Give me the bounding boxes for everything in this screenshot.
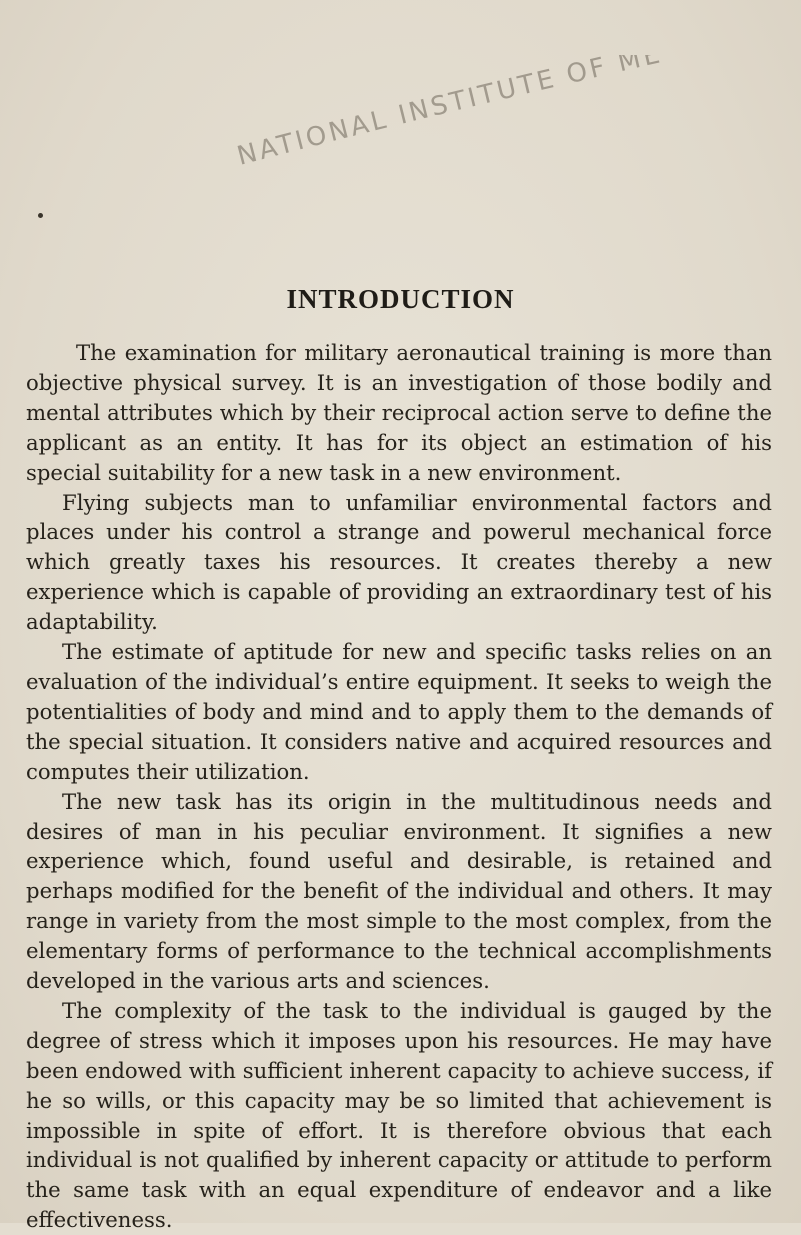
library-stamp-mark <box>230 55 680 175</box>
svg-text:NATIONAL INSTITUTE OF MEDICAL <box>230 55 666 172</box>
paragraph-1: The examination for military aeronautical training is more than objective physical survey. It is an investigation of those bodily and mental attributes which by their reciprocal action serve to define the applicant as an entity. It has for its object an estimation of his special suitability for a new task in a new environment. <box>26 340 772 485</box>
page-title: INTRODUCTION <box>286 284 515 314</box>
speck-mark <box>38 213 43 218</box>
stamp-text: NATIONAL INSTITUTE OF ME <box>234 55 666 172</box>
body-text <box>26 338 772 1235</box>
paragraph-4: The new task has its origin in the multitudinous needs and desires of man in his peculiar environment. It signifies a new experience which, found useful and desirable, is retained and perhaps modified for the benefit of the individual and others. It may range in variety from the most simple to the most complex, from the elementary forms of performance to the technical accomplishments developed in the various arts and sciences. <box>26 788 772 994</box>
paragraph-3: The estimate of aptitude for new and specific tasks relies on an evaluation of the individual’s entire equipment. It seeks to weigh the potentialities of body and mind and to apply them to the demands of the special situation. It considers native and acquired resources and computes their utilization. <box>26 639 772 784</box>
paragraph-2: Flying subjects man to unfamiliar environmental factors and places under his control a strange and powerul mechanical force which greatly taxes his resources. It creates thereby a new experience which is capable of providing an extraordinary test of his adaptability. <box>26 489 772 635</box>
paragraph-5: The complexity of the task to the individual is gauged by the degree of stress which it imposes upon his resources. He may have been endowed with sufficient inherent capacity to achieve success, if he so wills, or this capacity may be so limited that achievement is impossible in spite of effort. It is therefore obvious that each individual is not qualified by inherent capacity or attitude to perform the same task with an equal expenditure of endeavor and a like effectiveness. <box>26 997 772 1233</box>
